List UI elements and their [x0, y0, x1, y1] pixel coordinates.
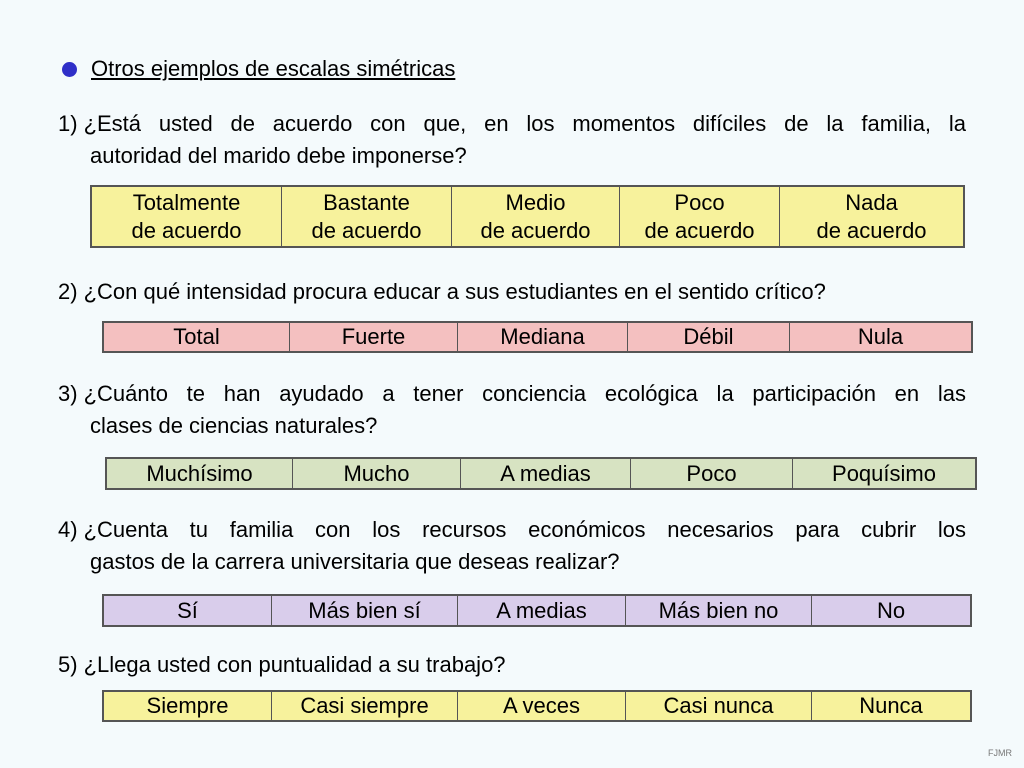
- question-4: [58, 514, 966, 578]
- question-5: [58, 649, 966, 681]
- question-text-line1: ¿Está usted de acuerdo con que, en los momentos difíciles de la familia, la: [83, 111, 966, 136]
- scale-option[interactable]: Más bien no: [626, 596, 812, 625]
- question-text-line1: ¿Cuánto te han ayudado a tener conciencia ecológica la participación en las: [83, 381, 966, 406]
- scale-q1: [90, 185, 965, 248]
- scale-option[interactable]: Poquísimo: [832, 460, 936, 486]
- question-text-line1: ¿Llega usted con puntualidad a su trabajo?: [83, 652, 506, 677]
- scale-q3: [105, 457, 977, 490]
- scale-option[interactable]: Siempre: [104, 692, 272, 720]
- question-number: 2): [58, 279, 78, 304]
- scale-option[interactable]: Mediana: [458, 323, 628, 351]
- scale-option[interactable]: Débil: [628, 323, 790, 351]
- question-3: [58, 378, 966, 442]
- question-1: [58, 108, 966, 172]
- scale-option[interactable]: A veces: [458, 692, 626, 720]
- scale-option[interactable]: A medias: [458, 596, 626, 625]
- question-text-line1: ¿Cuenta tu familia con los recursos económicos necesarios para cubrir los: [83, 517, 966, 542]
- scale-option[interactable]: Más bien sí: [272, 596, 458, 625]
- question-text-line1: ¿Con qué intensidad procura educar a sus estudiantes en el sentido crítico?: [83, 279, 826, 304]
- scale-option[interactable]: Casi nunca: [626, 692, 812, 720]
- scale-option[interactable]: A medias: [461, 459, 631, 488]
- question-number: 4): [58, 517, 78, 542]
- scale-option[interactable]: Muchísimo: [107, 459, 293, 488]
- question-number: 5): [58, 652, 78, 677]
- question-2: [58, 276, 966, 308]
- question-number: 1): [58, 111, 78, 136]
- scale-option[interactable]: Totalmente de acuerdo: [92, 187, 282, 246]
- scale-option[interactable]: Bastante de acuerdo: [282, 187, 452, 246]
- scale-q5: [102, 690, 972, 722]
- scale-q2: [102, 321, 973, 353]
- scale-option[interactable]: Nada de acuerdo: [816, 189, 927, 243]
- scale-option[interactable]: Nunca: [859, 693, 923, 718]
- scale-option[interactable]: Nula: [857, 324, 904, 349]
- scale-option[interactable]: Poco: [631, 459, 793, 488]
- scale-q4: [102, 594, 972, 627]
- scale-option[interactable]: Total: [104, 323, 290, 351]
- author-initials: FJMR: [988, 748, 1012, 758]
- scale-option[interactable]: No: [876, 597, 906, 623]
- scale-option[interactable]: Medio de acuerdo: [452, 187, 620, 246]
- slide-heading: [62, 56, 455, 82]
- bullet-icon: [62, 62, 77, 77]
- scale-option[interactable]: Fuerte: [290, 323, 458, 351]
- scale-option[interactable]: Poco de acuerdo: [620, 187, 780, 246]
- heading-text: Otros ejemplos de escalas simétricas: [91, 56, 456, 81]
- question-number: 3): [58, 381, 78, 406]
- question-text-line2: autoridad del marido debe imponerse?: [90, 143, 467, 168]
- question-text-line2: clases de ciencias naturales?: [90, 413, 378, 438]
- scale-option[interactable]: Mucho: [293, 459, 461, 488]
- scale-option[interactable]: Casi siempre: [272, 692, 458, 720]
- question-text-line2: gastos de la carrera universitaria que deseas realizar?: [90, 549, 620, 574]
- scale-option[interactable]: Sí: [104, 596, 272, 625]
